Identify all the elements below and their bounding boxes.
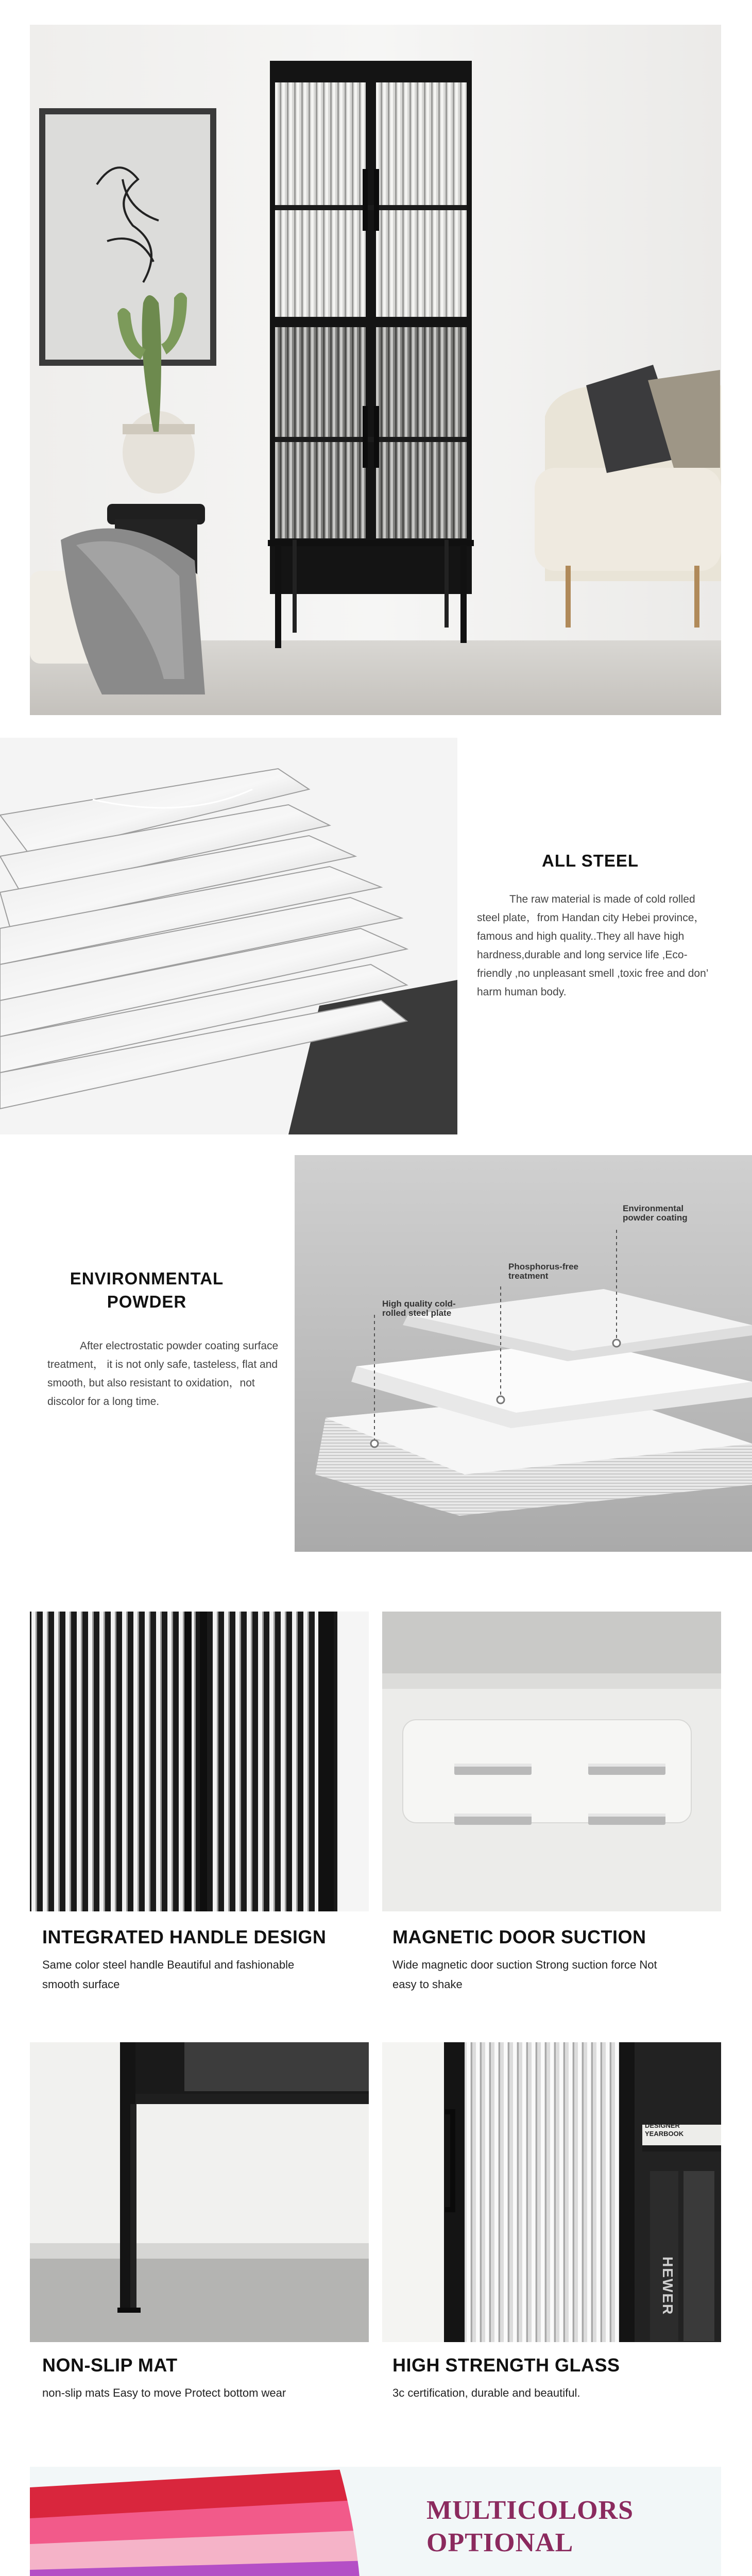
steel-title: ALL STEEL [542,851,639,870]
feature-body-glass: 3c certification, durable and beautiful. [392,2386,580,2399]
callout-steel-plate: High quality cold- rolled steel plate [382,1299,456,1318]
callout-powder-coating: Environmental powder coating [623,1204,688,1223]
non-slip-mat-photo [30,2042,369,2342]
feature-title-glass: HIGH STRENGTH GLASS [392,2354,620,2376]
handle-photo [30,1612,369,1911]
feature-body-handle: Same color steel handle Beautiful and fashionable smooth surface [42,1958,295,1991]
feature-title-magnetic: MAGNETIC DOOR SUCTION [392,1926,646,1947]
multicolor-title-line1: MULTICOLORS [426,2496,634,2525]
steel-sheets-photo [0,738,457,1134]
feature-title-non-slip: NON-SLIP MAT [42,2354,178,2376]
callout-phosphorus: Phosphorus-free treatment [508,1262,579,1281]
hero-photo [30,25,721,715]
magnetic-suction-photo [382,1612,721,1911]
feature-body-non-slip: non-slip mats Easy to move Protect bottom wear [42,2386,286,2399]
book-spine-text: DESIGNER YEARBOOK [645,2122,684,2138]
powder-title-line1: ENVIRONMENTAL [70,1269,224,1288]
steel-body: The raw material is made of cold rolled steel plate，from Handan city Hebei province，famous and high quality..They all have high hardness,durable and long service life ,Eco-friendly ,no unpleasant smell ,toxic free and don’ harm human body. [477,893,708,998]
feature-title-handle: INTEGRATED HANDLE DESIGN [42,1926,327,1947]
multicolor-title-line2: OPTIONAL [426,2528,574,2557]
powder-title-line2: POWDER [107,1292,187,1311]
feature-body-magnetic: Wide magnetic door suction Strong suction force Not easy to shake [392,1958,657,1991]
hewer-spine-text: HEWER [660,2257,676,2316]
powder-body: After electrostatic powder coating surface treatment， it is not only safe, tasteless, flat and smooth, but also resistant to oxidation，not discolor for a long time. [47,1340,279,1408]
